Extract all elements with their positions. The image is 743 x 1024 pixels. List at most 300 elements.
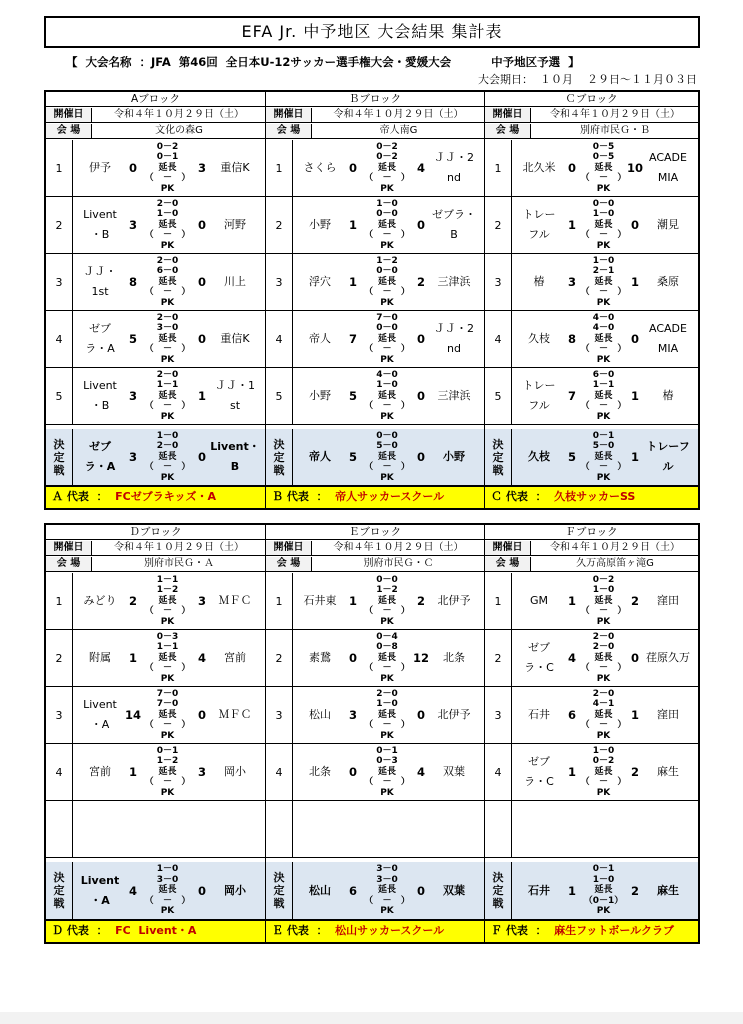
score-breakdown: [579, 862, 628, 919]
team-away: 重信K: [220, 161, 250, 174]
score-home: 1: [567, 218, 576, 232]
score-home: 0: [348, 651, 357, 665]
first-half-score: 0－4: [376, 631, 398, 642]
pk-score: （ － ）: [580, 663, 627, 674]
score-home: 5: [348, 450, 357, 464]
pk-score: （ － ）: [144, 462, 191, 473]
pk-label: PK: [160, 354, 175, 365]
team-home: さくら: [303, 161, 337, 174]
second-half-score: 1－2: [156, 585, 179, 596]
first-half-score: 1－0: [156, 430, 179, 441]
pk-label: PK: [596, 616, 611, 627]
score-breakdown: [360, 140, 414, 196]
second-half-score: 0－3: [376, 756, 398, 767]
second-half-score: 1－2: [376, 585, 398, 596]
final-match-row: [266, 429, 484, 486]
second-half-score: 1－0: [592, 585, 615, 596]
pk-label: PK: [380, 787, 394, 798]
score-away: 0: [197, 275, 206, 289]
block-c: [484, 92, 698, 508]
first-half-score: 2－0: [376, 688, 398, 699]
score-away: 0: [197, 708, 206, 722]
score-away: 12: [413, 651, 430, 665]
pk-score: （ － ）: [364, 462, 410, 473]
venue-value: 久万高原笛ヶ滝G: [576, 558, 654, 569]
match-number: 1: [46, 573, 73, 629]
score-home: 2: [128, 594, 137, 608]
match-number: 2: [46, 630, 73, 686]
match-row: [46, 630, 265, 687]
team-home: トレー フル: [522, 379, 556, 412]
score-breakdown: [360, 573, 414, 629]
score-breakdown: [360, 630, 414, 686]
team-home: みどり: [83, 594, 117, 607]
final-match-row: [485, 429, 698, 486]
second-half-score: 0－0: [376, 209, 398, 220]
pk-label: PK: [380, 183, 394, 194]
match-number: [485, 801, 512, 857]
extra-time-label: 延長: [158, 709, 177, 720]
final-label: 決 定 戦: [485, 862, 512, 919]
pk-score: （ － ）: [144, 401, 191, 412]
final-match-row: [485, 862, 698, 920]
match-number: 2: [485, 630, 512, 686]
final-label: 決 定 戦: [46, 862, 73, 919]
score-home: 8: [128, 275, 137, 289]
match-row: [266, 368, 484, 425]
pk-score: （ － ）: [364, 663, 410, 674]
pk-score: （ － ）: [144, 663, 191, 674]
representative-team: FC Livent・A: [115, 924, 197, 937]
score-away: 0: [416, 883, 425, 898]
date-row: [485, 108, 698, 123]
extra-time-label: 延長: [377, 595, 396, 606]
pk-score: （ － ）: [144, 606, 191, 617]
venue-row: [46, 124, 265, 139]
representative-label: Ａ 代表 ：: [52, 490, 108, 503]
representative-team: 帝人サッカースクール: [335, 490, 445, 503]
extra-time-label: 延長: [594, 333, 613, 344]
team-home: 小野: [309, 389, 331, 402]
extra-time-label: 延長: [377, 766, 396, 777]
score-breakdown: [579, 744, 628, 800]
first-half-score: 1－0: [592, 745, 615, 756]
score-away: 0: [630, 651, 639, 665]
first-half-score: 2－0: [156, 312, 179, 323]
score-breakdown: [140, 140, 195, 196]
team-away: 岡小: [224, 883, 246, 897]
pk-score: （ － ）: [580, 230, 627, 241]
match-number: [46, 801, 73, 857]
score-away: 0: [416, 708, 425, 722]
representative-label: Ｃ 代表 ：: [491, 490, 547, 503]
team-away: 川上: [224, 275, 246, 288]
second-half-score: 1－2: [156, 756, 179, 767]
pk-label: PK: [380, 673, 394, 684]
date-row: [485, 541, 698, 556]
team-home: 石井: [528, 708, 550, 721]
second-half-score: 1－0: [376, 380, 398, 391]
first-half-score: 0－5: [592, 141, 615, 152]
score-away: 1: [630, 275, 639, 289]
extra-time-label: 延長: [594, 451, 613, 462]
team-home: 北久米: [522, 161, 556, 174]
score-away: 3: [197, 161, 206, 175]
extra-time-label: 延長: [377, 162, 396, 173]
team-home: 椿: [533, 275, 545, 288]
pk-label: PK: [380, 472, 394, 483]
block-name: Ｄブロック: [46, 525, 265, 540]
tournament-name: 【 大会名称 ：JFA 第46回 全日本U-12サッカー選手権大会・愛媛大会 中予地区予選 】: [66, 55, 580, 69]
score-away: 4: [416, 765, 425, 779]
pk-label: PK: [160, 730, 175, 741]
first-half-score: 2－0: [592, 688, 615, 699]
date-row: [46, 108, 265, 123]
date-label: 開催日: [46, 541, 92, 555]
pk-score: （ － ）: [144, 720, 191, 731]
extra-time-label: 延長: [158, 162, 177, 173]
score-home: 6: [348, 883, 357, 898]
match-row: [46, 254, 265, 311]
team-away: ACADE MIA: [649, 322, 687, 355]
extra-time-label: 延長: [594, 709, 613, 720]
extra-time-label: 延長: [594, 162, 613, 173]
representative-team: FCゼブラキッズ・A: [115, 490, 217, 503]
match-row: [266, 630, 484, 687]
pk-label: PK: [380, 906, 394, 917]
pk-label: PK: [380, 730, 394, 741]
score-home: 3: [567, 275, 576, 289]
date-value: 令和４年１０月２９日（土）: [333, 542, 464, 553]
representative-team: 久枝サッカーSS: [554, 490, 636, 503]
date-label: 開催日: [46, 108, 92, 122]
second-half-score: 1－1: [156, 380, 179, 391]
match-row: [266, 197, 484, 254]
final-match-row: [46, 862, 265, 920]
match-number: 1: [266, 140, 293, 196]
score-home: 1: [567, 765, 576, 779]
team-home: 帝人: [309, 332, 331, 345]
score-home: 6: [567, 708, 576, 722]
team-away: 双葉: [443, 883, 465, 897]
match-row: [485, 368, 698, 425]
team-home: 小野: [309, 218, 331, 231]
score-home: 8: [567, 332, 576, 346]
second-half-score: 1－1: [592, 380, 615, 391]
match-number: 1: [46, 140, 73, 196]
team-away: 麻生: [657, 765, 679, 778]
pk-label: PK: [160, 472, 175, 483]
match-row: [266, 573, 484, 630]
score-away: 3: [197, 594, 206, 608]
score-home: 7: [348, 332, 357, 346]
team-home: 浮穴: [309, 275, 331, 288]
match-row: [485, 311, 698, 368]
first-half-score: 0－0: [376, 430, 398, 441]
score-breakdown: [140, 862, 195, 919]
score-home: 0: [348, 765, 357, 779]
team-away: ＪＪ・1 st: [215, 379, 255, 412]
first-half-score: 6－0: [592, 369, 615, 380]
first-half-score: 2－0: [592, 631, 615, 642]
first-half-score: 4－0: [376, 369, 398, 380]
score-breakdown: [360, 687, 414, 743]
empty-row: [46, 801, 265, 858]
match-row: [485, 744, 698, 801]
first-half-score: 0－3: [156, 631, 179, 642]
team-away: 北条: [443, 651, 465, 664]
venue-value: 別府市民Ｇ・Ｃ: [363, 558, 434, 569]
date-row: [266, 108, 484, 123]
pk-label: PK: [160, 183, 175, 194]
date-value: 令和４年１０月２９日（土）: [114, 542, 244, 553]
score-away: 0: [630, 332, 639, 346]
venue-label: 会 場: [46, 557, 92, 571]
extra-time-label: 延長: [377, 333, 396, 344]
representative-label: Ｂ 代表 ：: [272, 490, 328, 503]
team-away: 小野: [443, 450, 465, 463]
score-breakdown: [140, 311, 195, 367]
representative-label: Ｅ 代表 ：: [272, 924, 328, 937]
match-row: [485, 687, 698, 744]
score-breakdown: [360, 311, 414, 367]
score-home: 1: [567, 594, 576, 608]
extra-time-label: 延長: [377, 390, 396, 401]
pk-score: （ － ）: [580, 606, 627, 617]
score-away: 1: [630, 389, 639, 403]
match-row: [46, 744, 265, 801]
final-match-row: [46, 429, 265, 486]
extra-time-label: 延長: [158, 276, 177, 287]
representative-bar: [266, 486, 484, 508]
score-home: 7: [567, 389, 576, 403]
team-away: 潮見: [657, 218, 679, 231]
match-number: 4: [485, 311, 512, 367]
team-away: 三津浜: [437, 275, 471, 288]
empty-row: [485, 801, 698, 858]
match-number: 3: [485, 254, 512, 310]
score-home: 0: [348, 161, 357, 175]
date-row: [266, 541, 484, 556]
representative-bar: [266, 920, 484, 942]
extra-time-label: 延長: [594, 766, 613, 777]
match-row: [485, 197, 698, 254]
extra-time-label: 延長: [377, 276, 396, 287]
pk-score: （ － ）: [144, 344, 191, 355]
second-half-score: 0－5: [592, 152, 615, 163]
team-away: ＪＪ・2 nd: [434, 322, 474, 355]
final-label: 決 定 戦: [485, 429, 512, 485]
team-home: ゼブ ラ・A: [85, 322, 115, 355]
pk-label: PK: [160, 906, 175, 917]
block-name: Aブロック: [46, 92, 265, 107]
score-home: 1: [348, 594, 357, 608]
score-home: 5: [567, 450, 576, 464]
score-away: 0: [416, 218, 425, 232]
score-breakdown: [579, 368, 628, 424]
second-half-score: 4－1: [592, 699, 615, 710]
extra-time-label: 延長: [158, 885, 177, 896]
second-half-score: 0－8: [376, 642, 398, 653]
venue-label: 会 場: [485, 124, 531, 138]
representative-team: 麻生フットボールクラブ: [554, 924, 674, 937]
score-breakdown: [360, 429, 414, 485]
extra-time-label: 延長: [158, 652, 177, 663]
team-home: 松山: [309, 708, 331, 721]
first-half-score: 1－2: [376, 255, 398, 266]
first-half-score: 0－0: [376, 574, 398, 585]
score-breakdown: [579, 140, 628, 196]
venue-row: [46, 557, 265, 572]
team-away: Livent・ B: [210, 440, 260, 473]
team-away: 北伊予: [437, 594, 471, 607]
score-away: 0: [416, 450, 425, 464]
match-number: 2: [485, 197, 512, 253]
extra-time-label: 延長: [594, 595, 613, 606]
score-breakdown: [140, 368, 195, 424]
score-home: 3: [128, 218, 137, 232]
match-number: 3: [46, 254, 73, 310]
pk-score: （ － ）: [580, 344, 627, 355]
pk-label: PK: [596, 411, 611, 422]
score-breakdown: [140, 744, 195, 800]
score-breakdown: [360, 368, 414, 424]
second-half-score: 0－0: [376, 266, 398, 277]
extra-time-label: 延長: [594, 390, 613, 401]
score-breakdown: [140, 687, 195, 743]
team-home: Livent ・A: [80, 873, 120, 907]
score-away: 2: [416, 275, 425, 289]
block-name: Ｂブロック: [266, 92, 484, 107]
pk-score: （ － ）: [364, 895, 410, 906]
score-breakdown: [579, 573, 628, 629]
pk-score: （ － ）: [364, 344, 410, 355]
second-half-score: 0－2: [592, 756, 615, 767]
representative-label: Ｄ 代表 ：: [52, 924, 108, 937]
extra-time-label: 延長: [158, 219, 177, 230]
block-b: [265, 92, 484, 508]
team-away: ゼブラ・ B: [432, 208, 476, 241]
pk-score: （ － ）: [364, 777, 410, 788]
score-home: 3: [128, 450, 137, 464]
date-row: [46, 541, 265, 556]
team-away: 北伊予: [437, 708, 471, 721]
team-home: Livent ・A: [83, 698, 117, 731]
first-half-score: 4－0: [592, 312, 615, 323]
pk-score: （ － ）: [580, 462, 627, 473]
final-match-row: [266, 862, 484, 920]
score-home: 1: [128, 765, 137, 779]
match-row: [266, 140, 484, 197]
score-away: 3: [197, 765, 206, 779]
pk-label: PK: [596, 240, 611, 251]
second-half-score: 3－0: [156, 874, 179, 885]
second-half-score: 3－0: [156, 323, 179, 334]
match-row: [46, 140, 265, 197]
score-breakdown: [579, 197, 628, 253]
venue-value: 別府市民Ｇ・Ａ: [144, 558, 214, 569]
score-breakdown: [360, 197, 414, 253]
score-away: 2: [630, 594, 639, 608]
score-away: 2: [630, 883, 639, 898]
first-half-score: 7－0: [156, 688, 179, 699]
team-away: ＪＪ・2 nd: [434, 151, 474, 184]
match-row: [46, 687, 265, 744]
pk-label: PK: [596, 787, 611, 798]
score-breakdown: [579, 254, 628, 310]
team-home: ゼブ ラ・C: [524, 755, 554, 788]
pk-score: （ － ）: [364, 173, 410, 184]
date-label: 開催日: [485, 541, 531, 555]
team-away: 河野: [224, 218, 246, 231]
team-home: 松山: [309, 883, 331, 897]
score-away: 0: [197, 332, 206, 346]
score-away: 1: [197, 389, 206, 403]
second-half-score: 1－0: [592, 209, 615, 220]
score-breakdown: [360, 862, 414, 919]
block-d: [46, 525, 265, 942]
score-away: 0: [197, 883, 206, 898]
score-home: 0: [567, 161, 576, 175]
match-number: 2: [266, 197, 293, 253]
team-away: ＭＦＣ: [218, 708, 252, 721]
pk-label: PK: [380, 354, 394, 365]
match-number: 3: [266, 254, 293, 310]
date-value: 令和４年１０月２９日（土）: [333, 109, 464, 120]
team-away: 重信K: [220, 332, 250, 345]
extra-time-label: 延長: [158, 595, 177, 606]
match-number: 5: [46, 368, 73, 424]
pk-score: （ － ）: [580, 287, 627, 298]
venue-value: 別府市民Ｇ・Ｂ: [580, 125, 650, 136]
pk-label: PK: [380, 297, 394, 308]
final-label: 決 定 戦: [266, 862, 293, 919]
second-half-score: 0－2: [376, 152, 398, 163]
team-away: 荏原久万: [646, 651, 690, 664]
first-half-score: 0－0: [592, 198, 615, 209]
score-away: 0: [197, 450, 206, 464]
extra-time-label: 延長: [377, 709, 396, 720]
first-half-score: 0－2: [156, 141, 179, 152]
team-away: ＭＦＣ: [218, 594, 252, 607]
extra-time-label: 延長: [158, 390, 177, 401]
match-number: 3: [266, 687, 293, 743]
venue-label: 会 場: [485, 557, 531, 571]
final-label: 決 定 戦: [266, 429, 293, 485]
second-half-score: 1－0: [376, 699, 398, 710]
match-row: [266, 687, 484, 744]
score-breakdown: [579, 311, 628, 367]
page-title: EFA Jr. 中予地区 大会結果 集計表: [44, 16, 700, 48]
pk-label: PK: [160, 787, 175, 798]
block-name: Ｃブロック: [485, 92, 698, 107]
match-row: [46, 197, 265, 254]
venue-value: 帝人南G: [379, 125, 418, 136]
team-away: 岡小: [224, 765, 246, 778]
first-half-score: 1－1: [156, 574, 179, 585]
score-home: 5: [128, 332, 137, 346]
tournament-dates: 大会期日： １０月 ２９日～１１月０３日: [478, 73, 697, 86]
match-number: 1: [266, 573, 293, 629]
extra-time-label: 延長: [377, 219, 396, 230]
match-row: [46, 311, 265, 368]
score-away: 0: [630, 218, 639, 232]
team-home: 久枝: [528, 332, 550, 345]
match-number: 4: [485, 744, 512, 800]
match-number: 4: [266, 311, 293, 367]
score-breakdown: [140, 197, 195, 253]
match-number: 1: [485, 573, 512, 629]
